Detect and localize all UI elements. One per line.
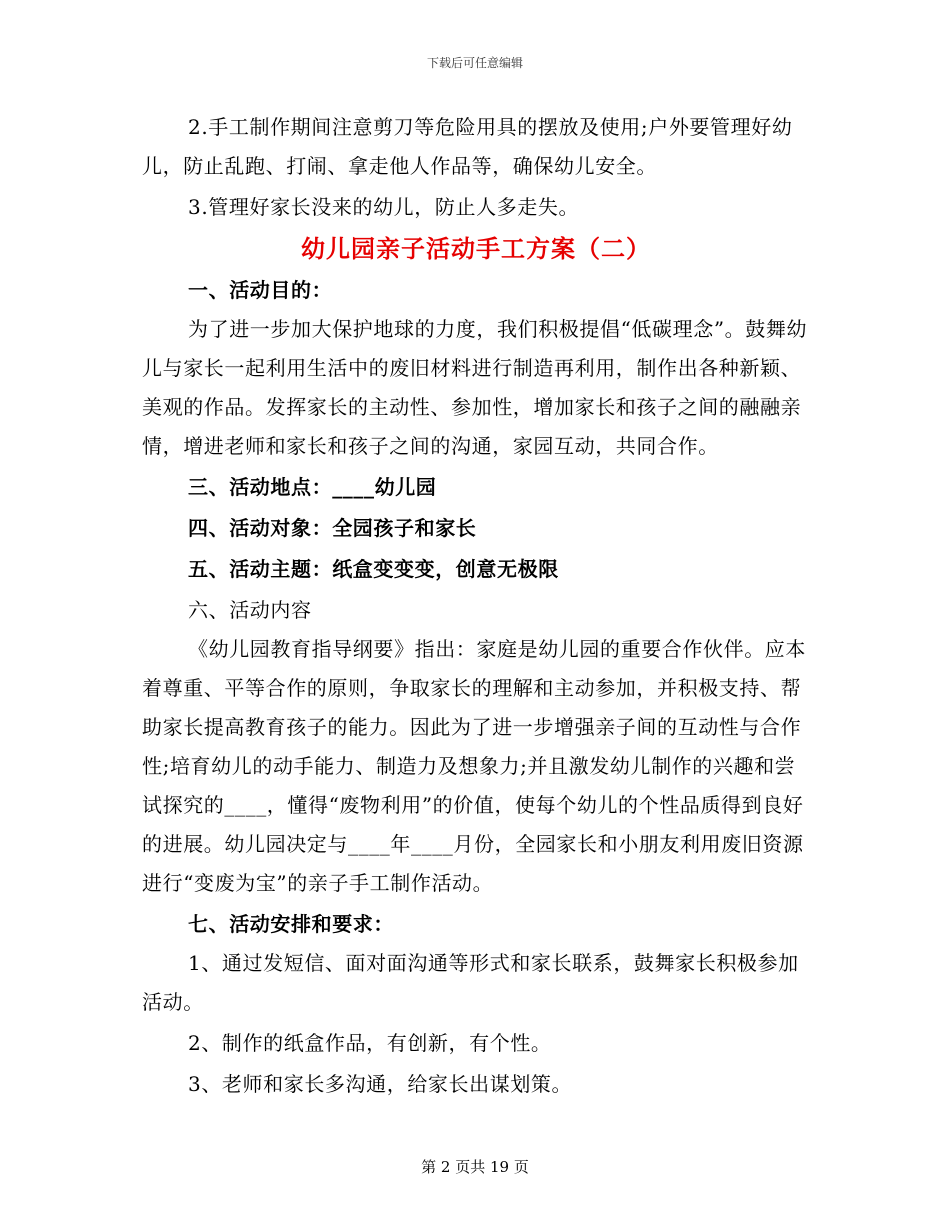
heading-activity-theme: 五、活动主题：纸盒变变变，创意无极限: [188, 557, 559, 581]
page-footer: 第 2 页共 19 页: [421, 1158, 529, 1176]
arrangement-item-2: 2、制作的纸盒作品，有创新，有个性。: [188, 1031, 552, 1055]
heading-activity-content: 六、活动内容: [188, 598, 312, 622]
activity-content-body: 《幼儿园教育指导纲要》指出：家庭是幼儿园的重要合作伙伴。应本着尊重、平等合作的原则，争取家长的理解和主动参加，并积极支持、帮助家长提高教育孩子的能力。因此为了进一步增强亲子间的互动性与合作性;培育幼儿的动手能力、制造力及想象力;并且激发幼儿制作的兴趣和尝试探究的____，懂得“废物利用”的价值，使每个幼儿的个性品质得到良好的进展。幼儿园决定与____年____月份，全园家长和小朋友利用废旧资源进行“变废为宝”的亲子手工制作活动。: [142, 637, 806, 895]
arrangement-item-1: 1、通过发短信、面对面沟通等形式和家长联系，鼓舞家长积极参加活动。: [142, 951, 799, 1014]
safety-item-2: 2.手工制作期间注意剪刀等危险用具的摆放及使用;户外要管理好幼儿，防止乱跑、打闹、拿走他人作品等，确保幼儿安全。: [142, 115, 793, 178]
arrangement-item-3: 3、老师和家长多沟通，给家长出谋划策。: [188, 1072, 573, 1096]
safety-item-3: 3.管理好家长没来的幼儿，防止人多走失。: [188, 195, 580, 219]
activity-purpose-body: 为了进一步加大保护地球的力度，我们积极提倡“低碳理念”。鼓舞幼儿与家长一起利用生活中的废旧材料进行制造再利用，制作出各种新颖、美观的作品。发挥家长的主动性、参加性，增加家长和孩子之间的融融亲情，增进老师和家长和孩子之间的沟通，家园互动，共同合作。: [142, 317, 808, 458]
heading-activity-location: 三、活动地点：____幼儿园: [188, 475, 437, 499]
page-header-note: 下载后可任意编辑: [426, 56, 523, 70]
heading-activity-purpose: 一、活动目的：: [188, 278, 333, 302]
document-body: [142, 108, 810, 1104]
heading-activity-target: 四、活动对象：全园孩子和家长: [188, 516, 477, 540]
heading-activity-arrangement: 七、活动安排和要求：: [188, 912, 394, 936]
section-title: 幼儿园亲子活动手工方案（二）: [301, 234, 651, 263]
